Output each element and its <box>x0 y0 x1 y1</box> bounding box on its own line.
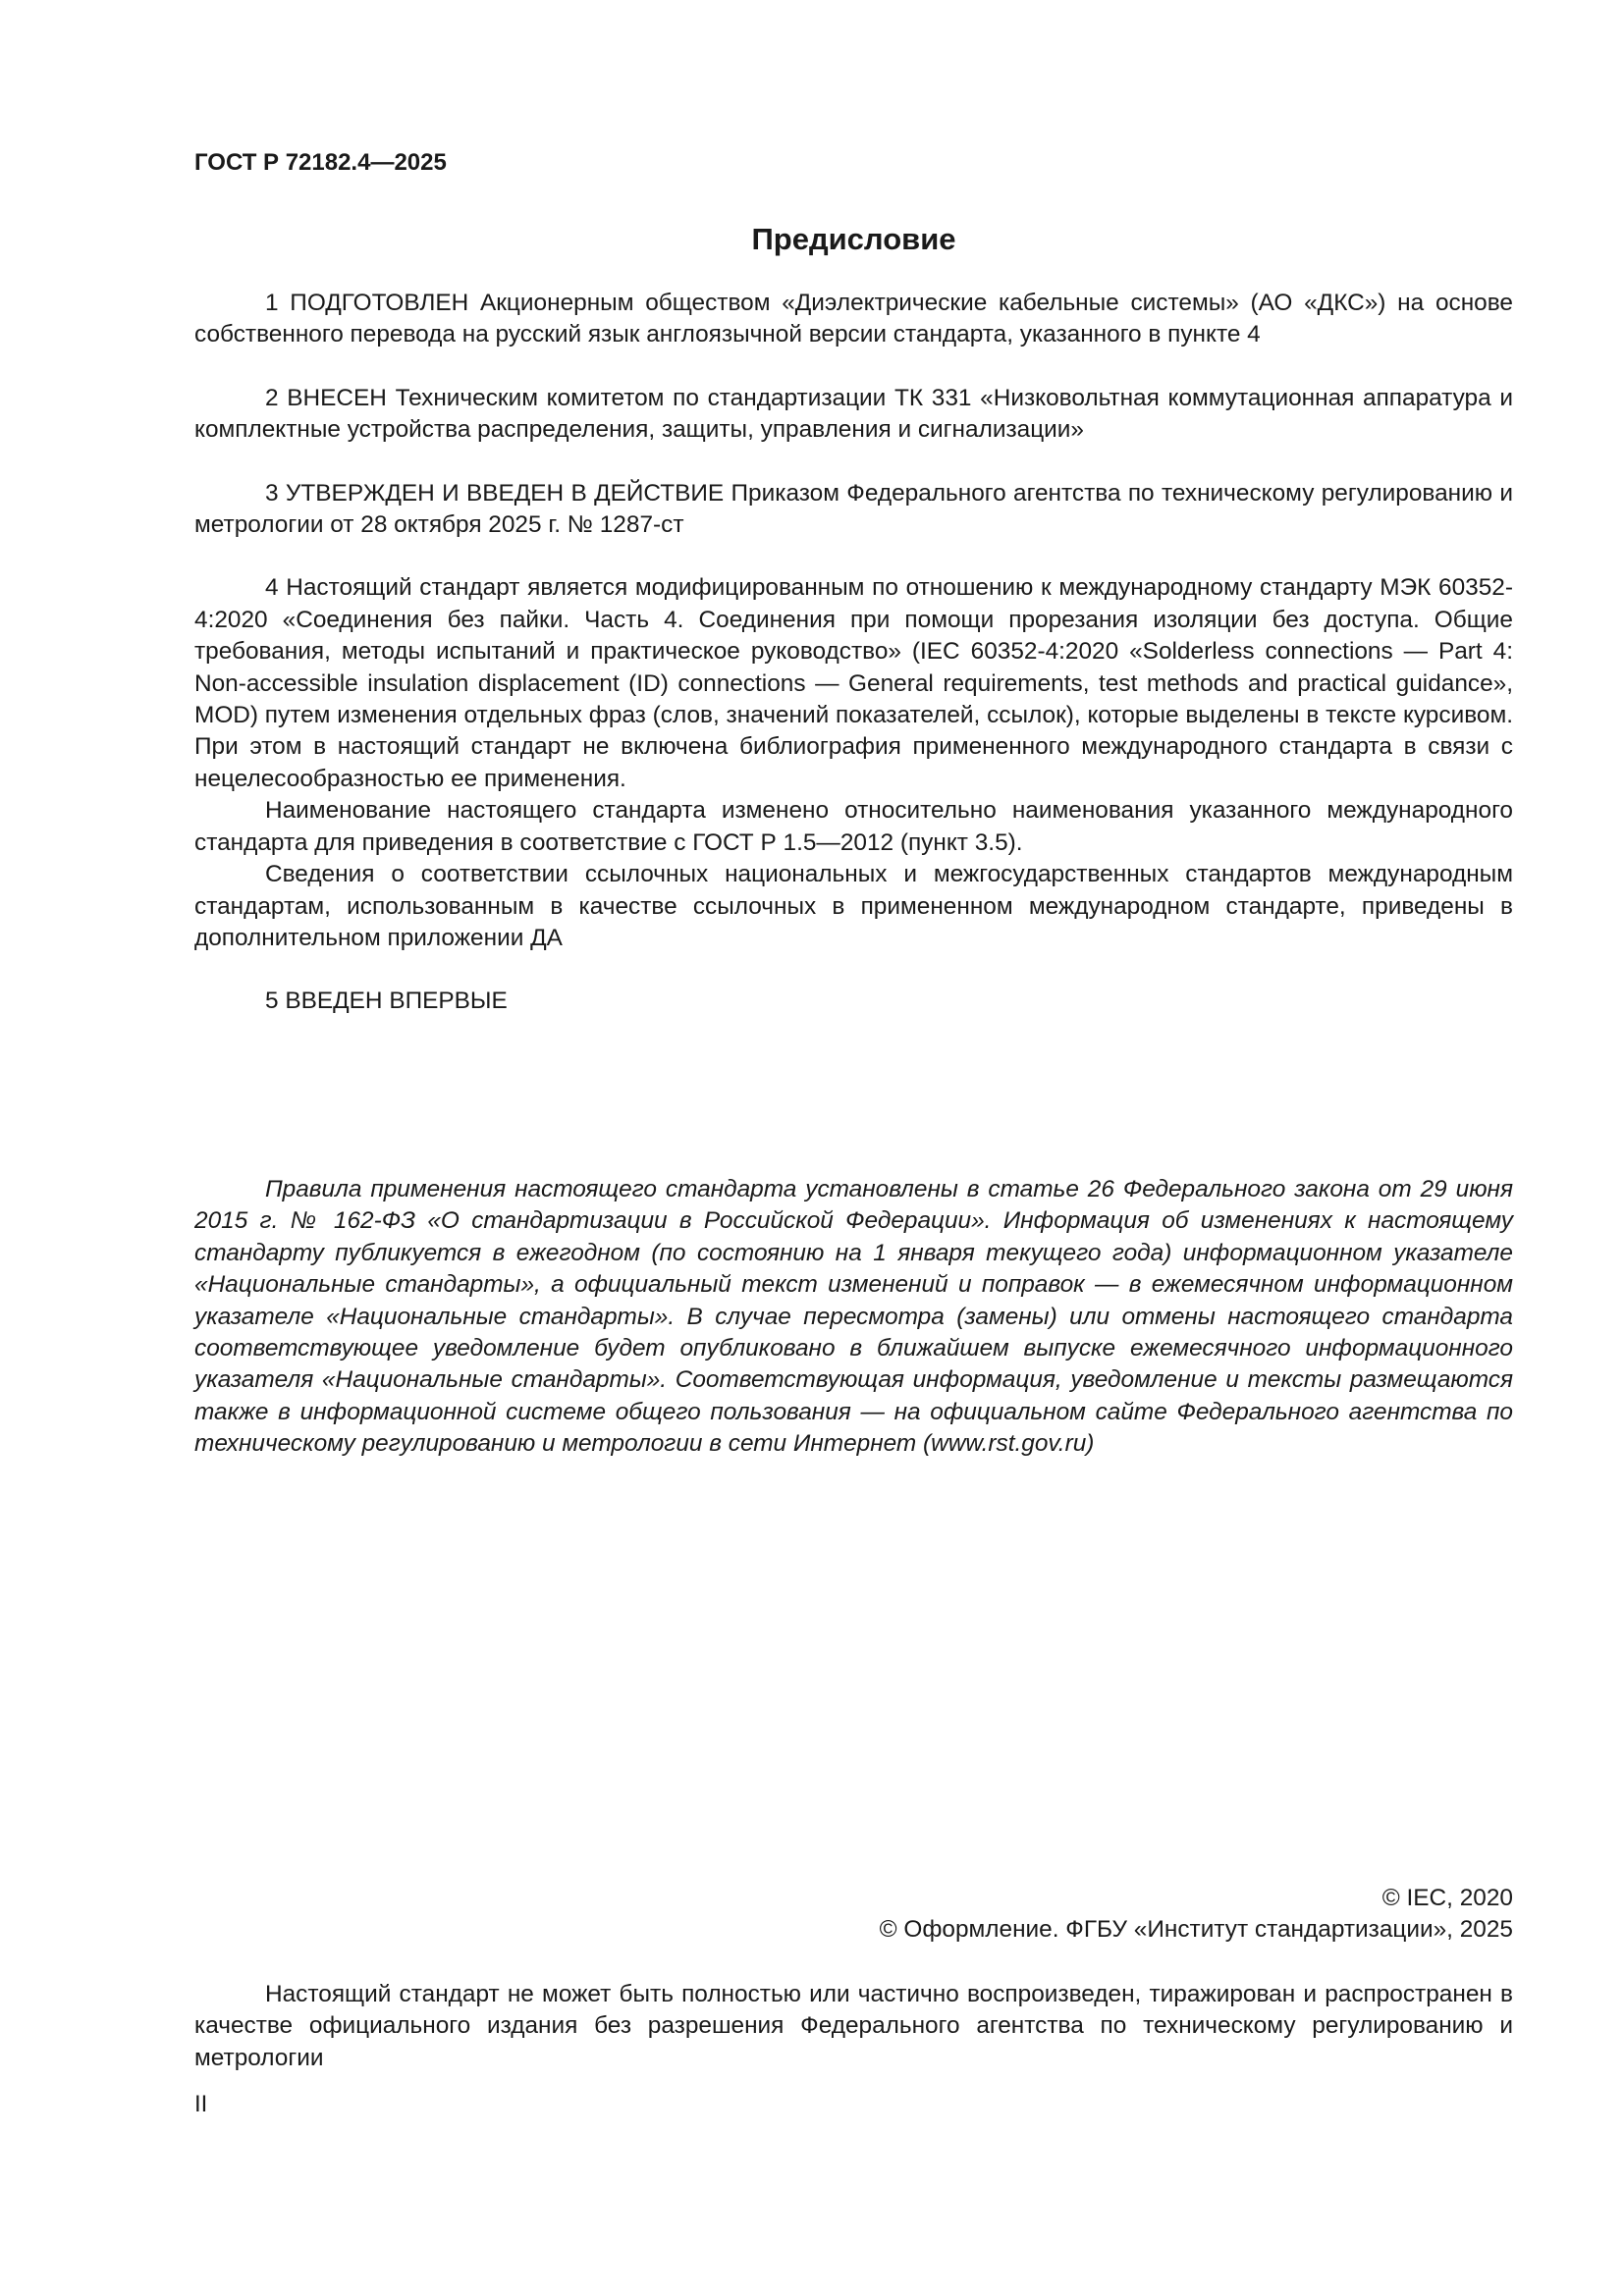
page-title: Предисловие <box>751 222 956 256</box>
item-modified-standard: 4 Настоящий стандарт является модифицированным по отношению к международному стандарту МЭК 60352-4:2020 «Соединения без пайки. Часть 4. Соединения при помощи прорезания изоляции без доступа. Общие требования, методы испытаний и практическое руководство» (IEC 60352-4:2020 «Solderless connections — Part 4: Non-accessible insulation displacement (ID) connections — General requirements, test methods and practical guidance», MOD) путем изменения отдельных фраз (слов, значений показателей, ссылок), которые выделены в тексте курсивом. При этом в настоящий стандарт не включена библиография примененного международного стандарта в связи с нецелесообразностью ее применения. <box>194 574 1513 792</box>
item-first-introduced: 5 ВВЕДЕН ВПЕРВЫЕ <box>265 988 508 1015</box>
copyright-publisher: © Оформление. ФГБУ «Институт стандартизации», 2025 <box>879 1916 1513 1944</box>
item-reference-info: Сведения о соответствии ссылочных национальных и межгосударственных стандартов международным стандартам, использованным в качестве ссылочных в примененном международном стандарте, приведены в дополнительном приложении ДА <box>194 861 1513 951</box>
item-prepared: 1 ПОДГОТОВЛЕН Акционерным обществом «Диэлектрические кабельные системы» (АО «ДКС») на основе собственного перевода на русский язык англоязычной версии стандарта, указанного в пункте 4 <box>194 290 1513 348</box>
page-number: II <box>194 2091 208 2117</box>
item-name-change: Наименование настоящего стандарта изменено относительно наименования указанного международного стандарта для приведения в соответствие с ГОСТ Р 1.5—2012 (пункт 3.5). <box>194 797 1513 856</box>
reproduction-notice: Настоящий стандарт не может быть полностью или частично воспроизведен, тиражирован и распространен в качестве официального издания без разрешения Федерального агентства по техническому регулированию и метрологии <box>194 1981 1513 2071</box>
item-approved: 3 УТВЕРЖДЕН И ВВЕДЕН В ДЕЙСТВИЕ Приказом Федерального агентства по техническому регулированию и метрологии от 28 октября 2025 г. № 1287-ст <box>194 479 1513 539</box>
copyright-block <box>880 1883 1513 1947</box>
copyright-iec: © IEC, 2020 <box>1381 1885 1513 1911</box>
foreword-items <box>194 288 1513 1018</box>
application-rules-notice: Правила применения настоящего стандарта установлены в статье 26 Федерального закона от 29 июня 2015 г. № 162-ФЗ «О стандартизации в Российской Федерации». Информация об изменениях к настоящему стандарту публикуется в ежегодном (по состоянию на 1 января текущего года) информационном указателе «Национальные стандарты», а официальный текст изменений и поправок — в ежемесячном информационном указателе «Национальные стандарты». В случае пересмотра (замены) или отмены настоящего стандарта соответствующее уведомление будет опубликовано в ближайшем выпуске ежемесячного информационного указателя «Национальные стандарты». Соответствующая информация, уведомление и тексты размещаются также в информационной системе общего пользования — на официальном сайте Федерального агентства по техническому регулированию и метрологии в сети Интернет (www.rst.gov.ru) <box>194 1176 1513 1458</box>
item-submitted: 2 ВНЕСЕН Техническим комитетом по стандартизации ТК 331 «Низковольтная коммутационная аппаратура и комплектные устройства распределения, защиты, управления и сигнализации» <box>194 384 1513 444</box>
document-code: ГОСТ Р 72182.4—2025 <box>194 149 447 176</box>
